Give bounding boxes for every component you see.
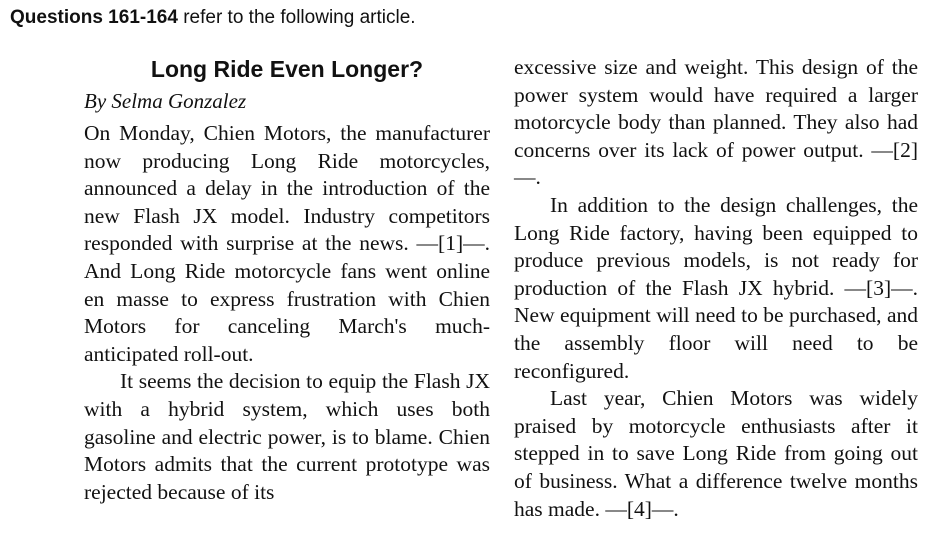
article-title: Long Ride Even Longer?	[150, 56, 424, 82]
article-byline: By Selma Gonzalez	[84, 89, 247, 113]
question-range: Questions 161-164	[10, 7, 178, 28]
article-right-column	[514, 54, 918, 523]
paragraph-4: Last year, Chien Motors was widely praised by motorcycle enthusiasts after it stepped in to save Long Ride from going out of business. What a difference twelve months has made. —[4]—.	[514, 386, 918, 521]
paragraph-2-start: It seems the decision to equip the Flash JX with a hybrid system, which uses both gasoline and electric power, is to blame. Chien Motors admits that the current prototype was rejected because of its	[84, 369, 490, 504]
paragraph-3: In addition to the design challenges, the Long Ride factory, having been equipped to produce previous models, is not ready for production of the Flash JX hybrid. —[3]—. New equipment will need to be purchased, and the assembly floor will need to be reconfigured.	[514, 192, 918, 383]
paragraph-2-continued: excessive size and weight. This design of the power system would have required a larger motorcycle body than planned. They also had concerns over its lack of power output. —[2]—.	[514, 55, 918, 190]
question-header	[10, 6, 416, 30]
question-instruction: refer to the following article.	[177, 7, 416, 28]
article-left-column	[84, 54, 490, 506]
paragraph-1: On Monday, Chien Motors, the manufacturer now producing Long Ride motorcycles, announced a delay in the introduction of the new Flash JX model. Industry competitors responded with surprise at the news. —[1]—. And Long Ride motorcycle fans went online en masse to express frustration with Chien Motors for canceling March's much-anticipated roll-out.	[84, 121, 490, 366]
